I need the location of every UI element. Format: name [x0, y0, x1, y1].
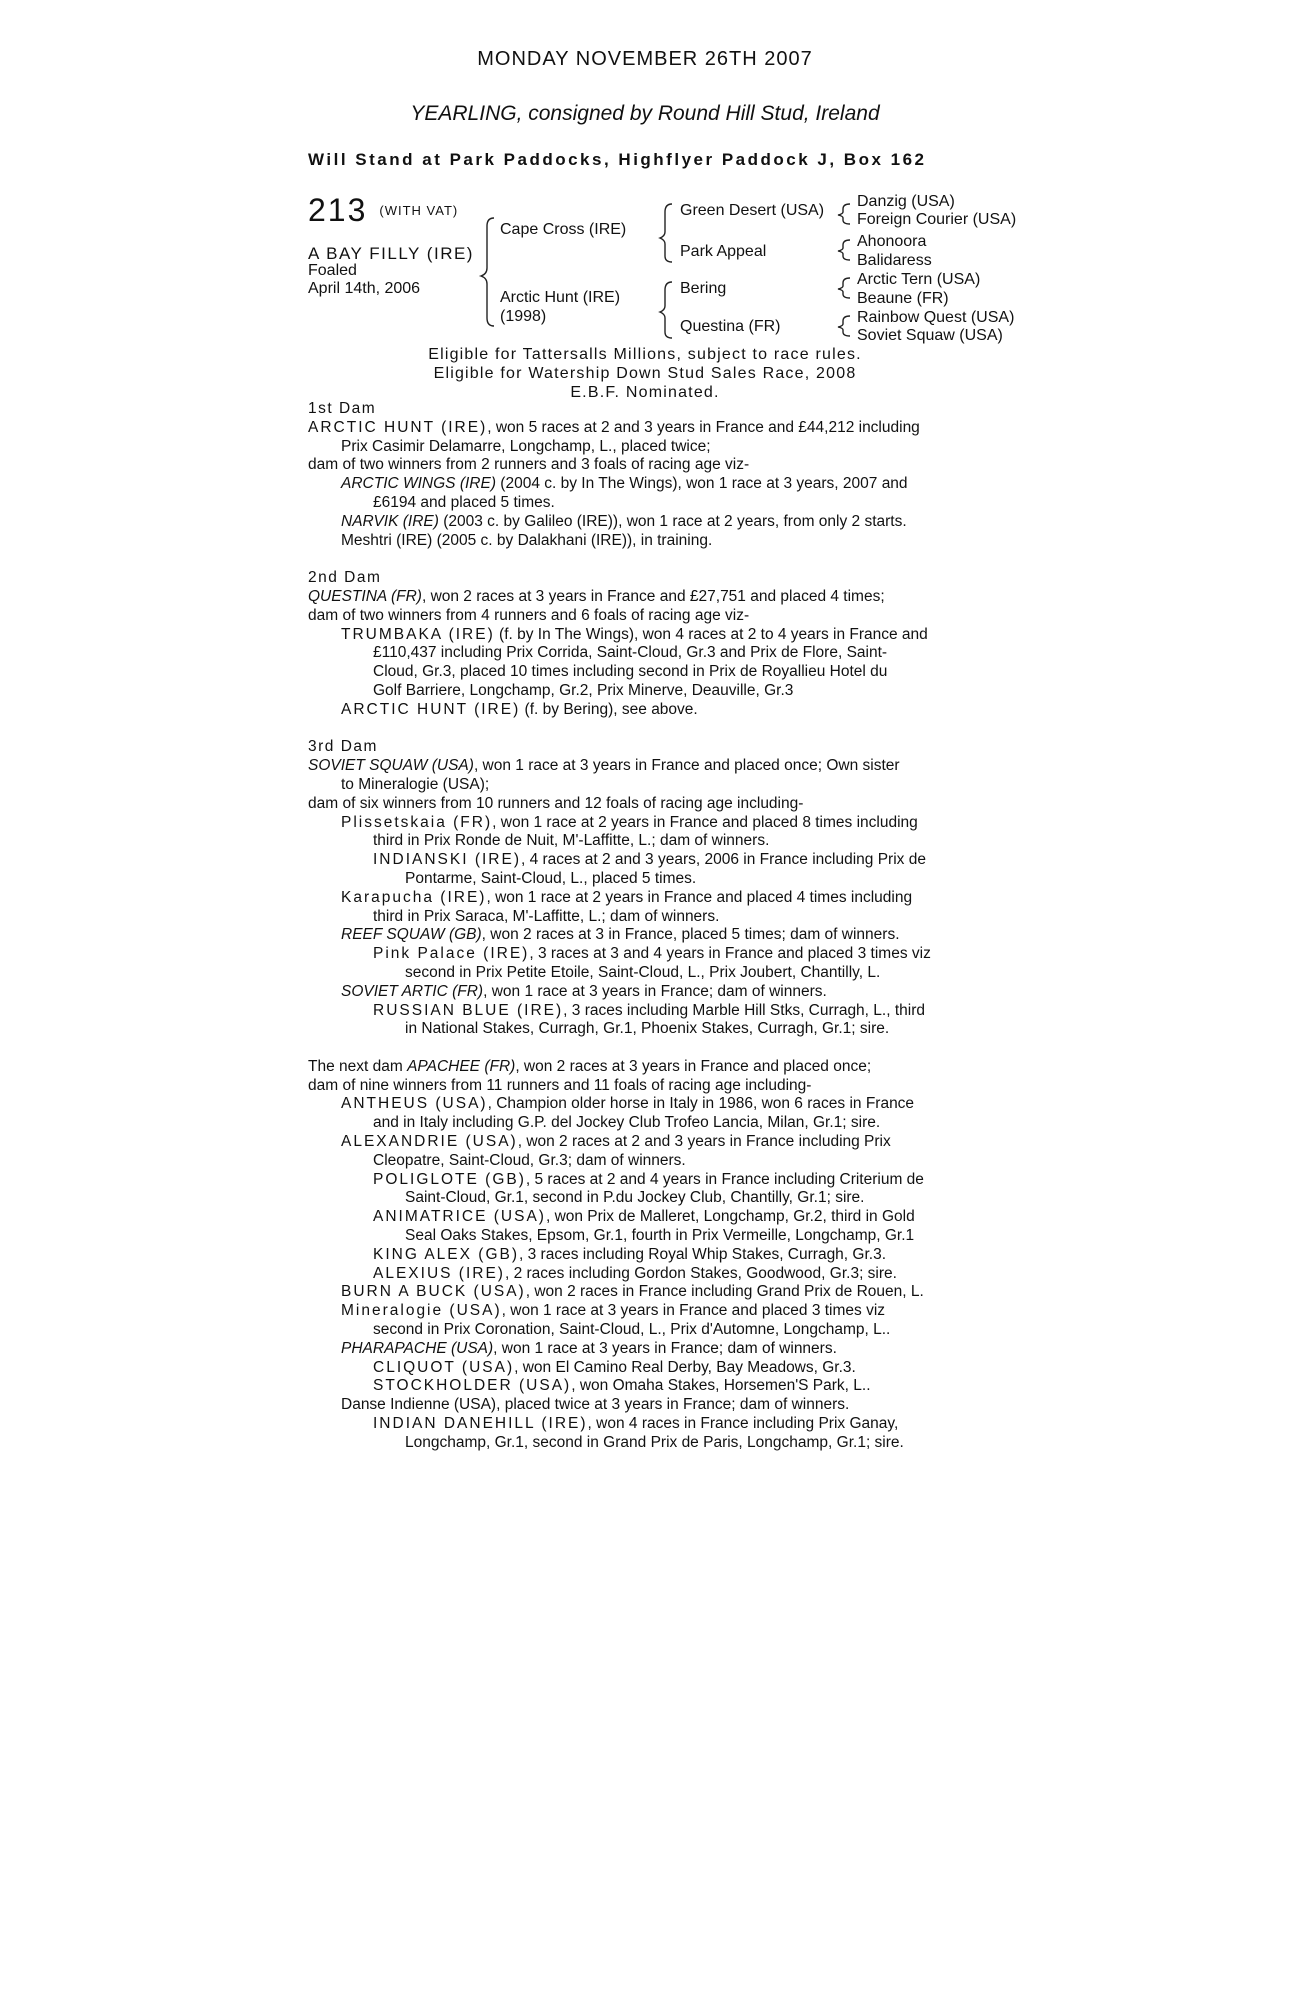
- dds-name: Rainbow Quest (USA): [857, 309, 1015, 326]
- race-record: , won 1 race at 3 years in France; dam of winners.: [483, 982, 827, 1000]
- dam1-line: Prix Casimir Delamarre, Longchamp, L., placed twice;: [341, 437, 711, 455]
- dam4-line: Danse Indienne (USA), placed twice at 3 years in France; dam of winners.: [341, 1396, 850, 1414]
- dam3-line: dam of six winners from 10 runners and 12 foals of racing age including-: [308, 794, 804, 812]
- horse-name: ANIMATRICE (USA): [373, 1208, 546, 1226]
- dam2-line: Cloud, Gr.3, placed 10 times including second in Prix de Royallieu Hotel du: [373, 663, 888, 681]
- eligibility-watership: Eligible for Watership Down Stud Sales Race, 2008: [433, 365, 857, 382]
- horse-name: SOVIET SQUAW (USA): [308, 757, 474, 775]
- race-record: (2004 c. by In The Wings), won 1 race at 3 years, 2007 and: [496, 475, 908, 493]
- dam1-line: Meshtri (IRE) (2005 c. by Dalakhani (IRE)), in training.: [341, 531, 713, 549]
- dam3-line: [308, 983, 1008, 1002]
- race-record: (2003 c. by Galileo (IRE)), won 1 race at 2 years, from only 2 starts.: [438, 512, 907, 530]
- horse-name: STOCKHOLDER (USA): [373, 1377, 572, 1395]
- horse-name: ARCTIC WINGS (IRE): [341, 475, 496, 493]
- eligibility-millions: Eligible for Tattersalls Millions, subject to race rules.: [428, 346, 862, 363]
- dam3-line: [308, 926, 1008, 945]
- dam1-line: [308, 513, 1008, 532]
- race-record: , won 4 races in France including Prix Ganay,: [587, 1415, 899, 1433]
- dam3-line: Pontarme, Saint-Cloud, L., placed 5 times.: [405, 869, 697, 887]
- dam4-line: Longchamp, Gr.1, second in Grand Prix de Paris, Longchamp, Gr.1; sire.: [405, 1433, 904, 1451]
- race-record: (f. by In The Wings), won 4 races at 2 to 4 years in France and: [494, 625, 928, 643]
- race-record: , won 1 race at 3 years in France and placed once; Own sister: [473, 757, 900, 775]
- horse-name: POLIGLOTE (GB): [373, 1170, 526, 1188]
- dam-sire-name: Bering: [680, 280, 727, 297]
- dam1-line: dam of two winners from 2 runners and 3 foals of racing age viz-: [308, 456, 750, 474]
- race-record: , won El Camino Real Derby, Bay Meadows, Gr.3.: [514, 1358, 856, 1376]
- dam4-line: Seal Oaks Stakes, Epsom, Gr.1, fourth in Prix Vermeille, Longchamp, Gr.1: [405, 1227, 915, 1245]
- horse-name: ANTHEUS (USA): [341, 1095, 488, 1113]
- horse-name: PHARAPACHE (USA): [341, 1339, 494, 1357]
- dam3-line: [308, 757, 1008, 776]
- ssd-name: Foreign Courier (USA): [857, 211, 1017, 228]
- race-record: , won 2 races at 3 years in France and £27,751 and placed 4 times;: [421, 587, 885, 605]
- race-record: , won 5 races at 2 and 3 years in France and £44,212 including: [487, 418, 920, 436]
- race-record: , 4 races at 2 and 3 years, 2006 in France including Prix de: [520, 851, 926, 869]
- horse-name: INDIAN DANEHILL (IRE): [373, 1415, 588, 1433]
- race-record: , Champion older horse in Italy in 1986, won 6 races in France: [487, 1095, 915, 1113]
- horse-name: INDIANSKI (IRE): [373, 851, 521, 869]
- dam4-line: [308, 1246, 1008, 1265]
- horse-name: NARVIK (IRE): [341, 512, 439, 530]
- dam-dam-name: Questina (FR): [680, 318, 781, 335]
- foaled-label: Foaled: [308, 262, 357, 279]
- dam-year: (1998): [500, 308, 547, 325]
- foaled-date: April 14th, 2006: [308, 280, 421, 297]
- brace-dd: [838, 316, 850, 336]
- dam3-line: in National Stakes, Curragh, Gr.1, Phoenix Stakes, Curragh, Gr.1; sire.: [405, 1020, 890, 1038]
- horse-name: REEF SQUAW (GB): [341, 926, 482, 944]
- dam4-line: [308, 1133, 1008, 1152]
- race-record: , won 2 races at 2 and 3 years in France including Prix: [517, 1133, 891, 1151]
- vat-note: (WITH VAT): [379, 203, 459, 218]
- race-record: , won 2 races at 3 in France, placed 5 times; dam of winners.: [481, 926, 900, 944]
- lot-number-value: 213: [308, 192, 368, 228]
- pedigree-braces: [0, 0, 1290, 360]
- dam-name: Arctic Hunt (IRE): [500, 289, 621, 306]
- dam4-line: [308, 1415, 1008, 1434]
- race-record: , won 1 race at 3 years in France; dam of winners.: [493, 1339, 837, 1357]
- dam3-line: third in Prix Ronde de Nuit, M'-Laffitte, L.; dam of winners.: [373, 832, 770, 850]
- dam2-line: [308, 701, 1008, 720]
- horse-name: ARCTIC HUNT (IRE): [341, 700, 521, 718]
- dam2-line: Golf Barriere, Longchamp, Gr.2, Prix Minerve, Deauville, Gr.3: [373, 681, 794, 699]
- dsd-name: Beaune (FR): [857, 290, 949, 307]
- sss-name: Danzig (USA): [857, 193, 955, 210]
- stand-location: Will Stand at Park Paddocks, Highflyer Paddock J, Box 162: [308, 150, 927, 169]
- ebf-nominated: E.B.F. Nominated.: [570, 384, 720, 401]
- dam4-line: [308, 1359, 1008, 1378]
- dam3-line: [308, 851, 1008, 870]
- dam4-line: [308, 1377, 1008, 1396]
- dam1-line: [308, 475, 1008, 494]
- horse-name: TRUMBAKA (IRE): [341, 625, 495, 643]
- dam4-line: [308, 1340, 1008, 1359]
- dam4-line: [308, 1171, 1008, 1190]
- ddd-name: Soviet Squaw (USA): [857, 327, 1003, 344]
- race-record: , won 1 race at 3 years in France and placed 3 times viz: [501, 1302, 886, 1320]
- race-record: , won 1 race at 2 years in France and placed 4 times including: [486, 888, 913, 906]
- brace-ds: [838, 278, 850, 298]
- dam4-line: [308, 1208, 1008, 1227]
- horse-name: Pink Palace (IRE): [373, 945, 530, 963]
- dam3-line: [308, 814, 1008, 833]
- dam4-line: [308, 1283, 1008, 1302]
- dam2-heading: 2nd Dam: [308, 569, 382, 587]
- sire-dam-name: Park Appeal: [680, 243, 767, 260]
- dam3-line: second in Prix Petite Etoile, Saint-Cloud, L., Prix Joubert, Chantilly, L.: [405, 963, 881, 981]
- horse-name: ALEXIUS (IRE): [373, 1264, 505, 1282]
- dam4-line: [308, 1302, 1008, 1321]
- dam2-line: [308, 626, 1008, 645]
- horse-name: ALEXANDRIE (USA): [341, 1133, 518, 1151]
- sdd-name: Balidaress: [857, 252, 932, 269]
- next-dam-label: The next dam: [308, 1057, 408, 1075]
- brace-dam: [660, 282, 672, 338]
- horse-name: APACHEE (FR): [407, 1057, 516, 1075]
- dam3-line: [308, 1002, 1008, 1021]
- horse-name: QUESTINA (FR): [308, 587, 422, 605]
- race-record: , 3 races including Marble Hill Stks, Curragh, L., third: [563, 1001, 925, 1019]
- dam4-line: dam of nine winners from 11 runners and 11 foals of racing age including-: [308, 1076, 812, 1094]
- race-record: , won Omaha Stakes, Horsemen'S Park, L..: [571, 1377, 871, 1395]
- dam2-line: £110,437 including Prix Corrida, Saint-Cloud, Gr.3 and Prix de Flore, Saint-: [373, 644, 888, 662]
- horse-name: SOVIET ARTIC (FR): [341, 982, 484, 1000]
- brace-sd: [838, 240, 850, 260]
- race-record: , 3 races including Royal Whip Stakes, Curragh, Gr.3.: [519, 1245, 887, 1263]
- race-record: , won 2 races at 3 years in France and placed once;: [515, 1057, 872, 1075]
- horse-name: RUSSIAN BLUE (IRE): [373, 1001, 564, 1019]
- brace-ss: [838, 204, 850, 224]
- sale-date: MONDAY NOVEMBER 26TH 2007: [477, 48, 813, 70]
- brace-sire: [660, 204, 672, 262]
- dam2-line: dam of two winners from 4 runners and 6 foals of racing age viz-: [308, 606, 750, 624]
- sds-name: Ahonoora: [857, 233, 927, 250]
- horse-name: BURN A BUCK (USA): [341, 1283, 526, 1301]
- dam3-line: [308, 945, 1008, 964]
- horse-name: Karapucha (IRE): [341, 888, 487, 906]
- horse-name: Plissetskaia (FR): [341, 813, 493, 831]
- horse-name: CLIQUOT (USA): [373, 1358, 515, 1376]
- dss-name: Arctic Tern (USA): [857, 271, 981, 288]
- sire-name: Cape Cross (IRE): [500, 221, 627, 238]
- race-record: , 5 races at 2 and 4 years in France including Criterium de: [525, 1170, 924, 1188]
- dam1-line: £6194 and placed 5 times.: [373, 493, 555, 511]
- dam3-line: [308, 889, 1008, 908]
- race-record: (f. by Bering), see above.: [520, 700, 698, 718]
- dam4-line: [308, 1095, 1008, 1114]
- dam4-line: [308, 1058, 1008, 1077]
- brace-gen1: [481, 218, 494, 326]
- horse-name: ARCTIC HUNT (IRE): [308, 418, 488, 436]
- dam1-heading: 1st Dam: [308, 400, 377, 417]
- horse-name: Mineralogie (USA): [341, 1302, 502, 1320]
- horse-name: KING ALEX (GB): [373, 1245, 520, 1263]
- dam2-line: [308, 588, 1008, 607]
- lot-description: A BAY FILLY (IRE): [308, 244, 474, 263]
- race-record: , won Prix de Malleret, Longchamp, Gr.2, third in Gold: [545, 1208, 915, 1226]
- dam4-line: Cleopatre, Saint-Cloud, Gr.3; dam of winners.: [373, 1151, 686, 1169]
- race-record: , 3 races at 3 and 4 years in France and placed 3 times viz: [529, 945, 931, 963]
- dam1-line: [308, 419, 1008, 438]
- dam3-line: to Mineralogie (USA);: [341, 775, 490, 793]
- dam3-line: third in Prix Saraca, M'-Laffitte, L.; dam of winners.: [373, 907, 720, 925]
- dam3-heading: 3rd Dam: [308, 738, 378, 756]
- sire-sire-name: Green Desert (USA): [680, 202, 825, 219]
- race-record: , 2 races including Gordon Stakes, Goodwood, Gr.3; sire.: [504, 1264, 897, 1282]
- dam4-line: Saint-Cloud, Gr.1, second in P.du Jockey Club, Chantilly, Gr.1; sire.: [405, 1189, 865, 1207]
- dam4-line: and in Italy including G.P. del Jockey Club Trofeo Lancia, Milan, Gr.1; sire.: [373, 1114, 881, 1132]
- dam4-line: second in Prix Coronation, Saint-Cloud, L., Prix d'Automne, Longchamp, L..: [373, 1321, 891, 1339]
- race-record: , won 1 race at 2 years in France and placed 8 times including: [492, 813, 918, 831]
- produce-record: [308, 400, 1008, 1453]
- dam4-line: [308, 1265, 1008, 1284]
- consignment-line: YEARLING, consigned by Round Hill Stud, Ireland: [410, 102, 880, 125]
- race-record: , won 2 races in France including Grand Prix de Rouen, L.: [525, 1283, 924, 1301]
